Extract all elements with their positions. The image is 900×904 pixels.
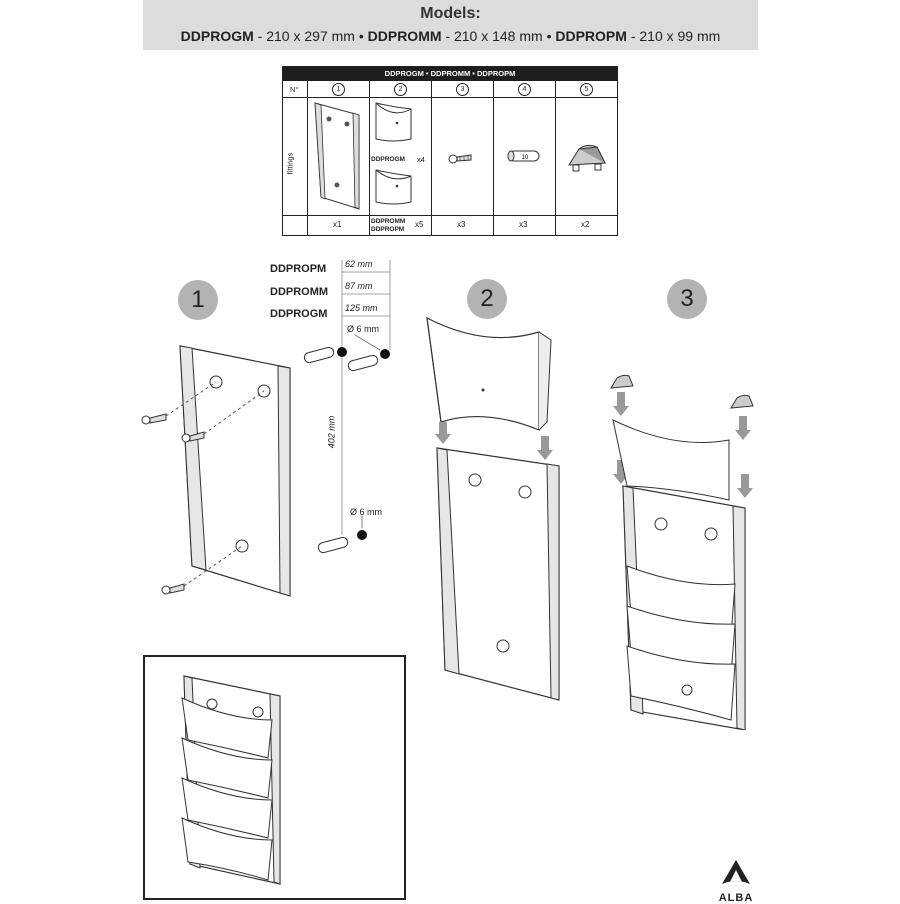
dimension-model-label: DDPROMM <box>270 286 329 298</box>
pocket-large-qty: x4 <box>417 155 425 164</box>
alba-logo-mark <box>720 858 752 890</box>
qty: x1 <box>333 220 342 229</box>
step-1-illustration <box>130 250 410 610</box>
dimension-model-label: DDPROPM <box>270 263 327 275</box>
step-3-illustration <box>595 370 765 730</box>
model-ddprogm-size: - 210 x 297 mm • <box>253 28 368 44</box>
models-list <box>143 28 758 44</box>
dimension-value: 62 mm <box>345 259 373 269</box>
model-ddpropm-size: - 210 x 99 mm <box>626 28 721 44</box>
qty: x5 <box>415 220 424 229</box>
height-dimension: 402 mm <box>326 415 337 449</box>
fittings-table-title: DDPROGM • DDPROMM • DDPROPM <box>283 67 617 81</box>
pocket-small-label: DDPROMM <box>371 218 406 225</box>
pocket-small-part-icon <box>371 164 417 210</box>
pocket-small-label: DDPROPM <box>371 226 405 233</box>
col-number: 2 <box>394 83 407 96</box>
dimension-value: 87 mm <box>345 281 373 291</box>
drill-diameter-bottom: Ø 6 mm <box>350 507 383 517</box>
models-title: Models: <box>420 5 481 22</box>
pocket-large-part-icon <box>371 99 417 153</box>
end-cap-part-icon <box>557 137 619 177</box>
drill-diameter-top: Ø 6 mm <box>347 324 380 334</box>
dowel-size-text: 10 <box>521 155 529 161</box>
fittings-label: fittings <box>285 152 295 175</box>
final-result-illustration <box>170 668 290 888</box>
back-panel-part-icon <box>307 97 369 215</box>
model-ddpropm: DDPROPM <box>555 28 627 44</box>
screw-part-icon <box>433 147 491 171</box>
dimension-value: 125 mm <box>345 303 378 313</box>
col-number: 3 <box>456 83 469 96</box>
step-1-badge: 1 <box>178 280 218 320</box>
models-header <box>143 0 758 50</box>
brand-name: ALBA <box>718 892 754 904</box>
model-ddpromm-size: - 210 x 148 mm • <box>441 28 556 44</box>
col-number: 5 <box>580 83 593 96</box>
number-label: N° <box>290 85 299 94</box>
step-2-badge: 2 <box>467 279 507 319</box>
model-ddpromm: DDPROMM <box>367 28 442 44</box>
dimension-model-label: DDPROGM <box>270 308 328 320</box>
step-3-badge: 3 <box>667 279 707 319</box>
col-number: 4 <box>518 83 531 96</box>
qty: x3 <box>457 220 466 229</box>
pocket-large-label: DDPROGM <box>371 156 405 163</box>
qty: x2 <box>581 220 590 229</box>
wall-plug-part-icon <box>495 145 553 169</box>
step-2-illustration <box>415 310 575 710</box>
col-number: 1 <box>332 83 345 96</box>
model-ddprogm: DDPROGM <box>180 28 254 44</box>
qty: x3 <box>519 220 528 229</box>
fittings-table <box>282 66 618 236</box>
